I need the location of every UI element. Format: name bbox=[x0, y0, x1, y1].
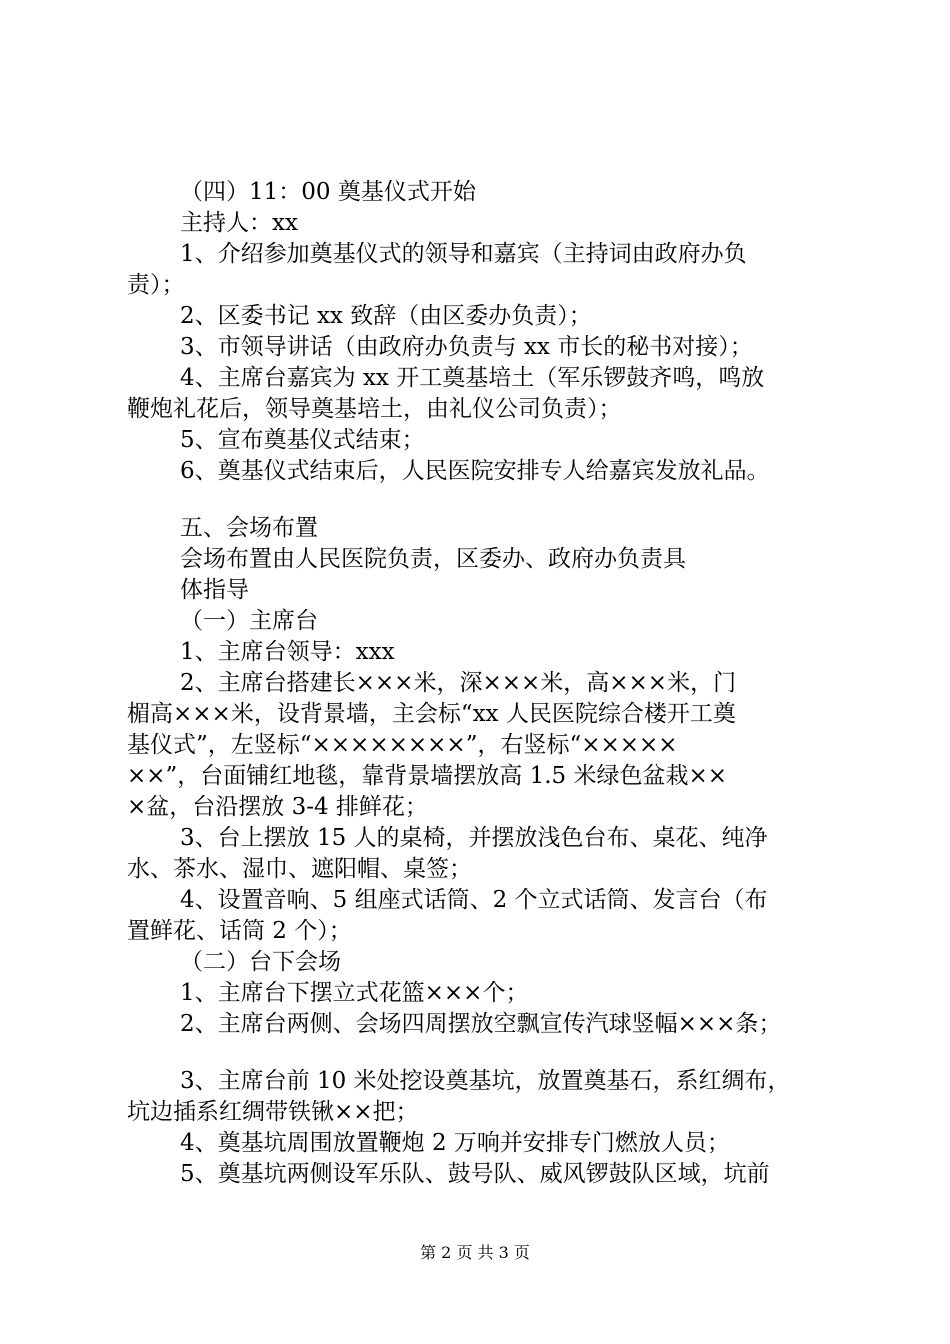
text-line-18: 基仪式”，左竖标“××××××××”，右竖标“××××× bbox=[127, 732, 678, 758]
text-line-1: （四）11：00 奠基仪式开始 bbox=[180, 179, 476, 205]
text-line-31: 5、奠基坑两侧设军乐队、鼓号队、威风锣鼓队区域，坑前 bbox=[180, 1161, 770, 1187]
subsection-heading-2: （二）台下会场 bbox=[180, 949, 341, 975]
text-line-5: 2、区委书记 xx 致辞（由区委办负责）； bbox=[180, 303, 592, 329]
text-line-20: ×盆，台沿摆放 3-4 排鲜花； bbox=[127, 794, 428, 820]
text-line-9: 5、宣布奠基仪式结束； bbox=[180, 427, 425, 453]
subsection-heading-1: （一）主席台 bbox=[180, 608, 318, 634]
text-line-26: 1、主席台下摆立式花篮×××个； bbox=[180, 980, 529, 1006]
text-line-29: 坑边插系红绸带铁锹××把； bbox=[127, 1099, 419, 1125]
text-line-3: 1、介绍参加奠基仪式的领导和嘉宾（主持词由政府办负 bbox=[180, 241, 747, 267]
text-line-4: 责）； bbox=[127, 272, 185, 298]
text-line-6: 3、市领导讲话（由政府办负责与 xx 市长的秘书对接）； bbox=[180, 334, 753, 360]
text-line-13: 体指导 bbox=[180, 577, 249, 603]
text-line-10: 6、奠基仪式结束后，人民医院安排专人给嘉宾发放礼品。 bbox=[180, 458, 770, 484]
text-line-27: 2、主席台两侧、会场四周摆放空飘宣传汽球竖幅×××条； bbox=[180, 1011, 782, 1037]
text-line-30: 4、奠基坑周围放置鞭炮 2 万响并安排专门燃放人员； bbox=[180, 1130, 730, 1156]
section-heading-5: 五、会场布置 bbox=[180, 515, 318, 541]
text-line-21: 3、台上摆放 15 人的桌椅，并摆放浅色台布、桌花、纯净 bbox=[180, 825, 768, 851]
text-line-24: 置鲜花、话筒 2 个）； bbox=[127, 918, 352, 944]
text-line-22: 水、茶水、湿巾、遮阳帽、桌签； bbox=[127, 856, 472, 882]
text-line-23: 4、设置音响、5 组座式话筒、2 个立式话筒、发言台（布 bbox=[180, 887, 768, 913]
text-line-2: 主持人：xx bbox=[180, 210, 298, 236]
text-line-28: 3、主席台前 10 米处挖设奠基坑，放置奠基石，系红绸布， bbox=[180, 1068, 791, 1094]
text-line-12: 会场布置由人民医院负责，区委办、政府办负责具 bbox=[180, 546, 686, 572]
text-line-8: 鞭炮礼花后，领导奠基培土，由礼仪公司负责）； bbox=[127, 396, 622, 422]
text-line-19: ××”，台面铺红地毯，靠背景墙摆放高 1.5 米绿色盆栽×× bbox=[127, 763, 728, 789]
text-line-15: 1、主席台领导：xxx bbox=[180, 639, 395, 665]
text-line-17: 楣高×××米，设背景墙，主会标“xx 人民医院综合楼开工奠 bbox=[127, 701, 736, 727]
page-footer: 第 2 页 共 3 页 bbox=[420, 1243, 530, 1262]
text-line-7: 4、主席台嘉宾为 xx 开工奠基培土（军乐锣鼓齐鸣，鸣放 bbox=[180, 365, 765, 391]
text-line-16: 2、主席台搭建长×××米，深×××米，高×××米，门 bbox=[180, 670, 737, 696]
